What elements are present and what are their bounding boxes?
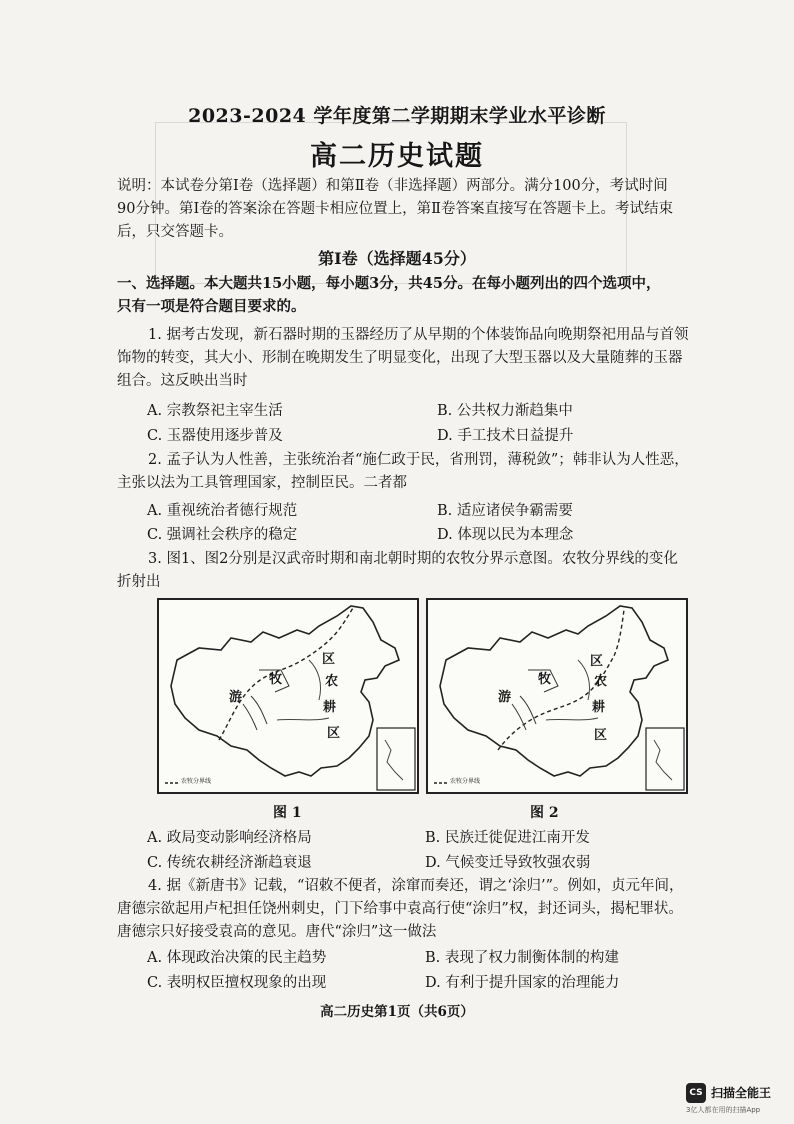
map-label: 农 (325, 674, 339, 689)
map-label: 游 (229, 690, 243, 705)
map-label: 耕 (323, 700, 337, 715)
question-1-option-d[interactable]: D. 手工技术日益提升 (437, 428, 574, 444)
question-1-option-a[interactable]: A. 宗教祭祀主宰生活 (147, 403, 283, 419)
exam-title: 2023-2024 学年度第二学期期末学业水平诊断 (188, 105, 606, 127)
question-1-stem: 组合。这反映出当时 (117, 373, 248, 389)
question-2-option-b[interactable]: B. 适应诸侯争霸需要 (437, 503, 573, 519)
question-4-stem: 4. 据《新唐书》记载，“诏敕不便者，涂窜而奏还，谓之‘涂归’”。例如，贞元年间， (148, 878, 684, 894)
question-1-stem: 1. 据考古发现，新石器时期的玉器经历了从早期的个体装饰品向晚期祭祀用品与首领 (148, 327, 689, 343)
map-label: 农 (594, 674, 608, 689)
map-label: 区 (590, 654, 604, 669)
section-title: 第Ⅰ卷（选择题45分） (318, 249, 476, 268)
watermark-tagline: 3亿人都在用的扫描App (686, 1106, 761, 1114)
figure-2-map (426, 598, 688, 794)
china-map-icon (159, 600, 417, 792)
map-label: 区 (322, 652, 336, 667)
question-3-option-c[interactable]: C. 传统农耕经济渐趋衰退 (147, 855, 312, 871)
question-2-option-a[interactable]: A. 重视统治者德行规范 (147, 503, 298, 519)
instructions-line: 后，只交答题卡。 (117, 224, 233, 240)
figure-1-map (157, 598, 419, 794)
question-1-option-c[interactable]: C. 玉器使用逐步普及 (147, 428, 283, 444)
question-3-option-b[interactable]: B. 民族迁徙促进江南开发 (425, 830, 590, 846)
exam-subtitle: 高二历史试题 (310, 141, 484, 172)
question-1-option-b[interactable]: B. 公共权力渐趋集中 (437, 403, 573, 419)
question-2-option-c[interactable]: C. 强调社会秩序的稳定 (147, 527, 298, 543)
question-1-stem: 饰物的转变，其大小、形制在晚期发生了明显变化，出现了大型玉器以及大量随葬的玉器 (117, 350, 683, 366)
map-label: 区 (327, 726, 341, 741)
page-footer: 高二历史第1页（共6页） (320, 1004, 474, 1020)
question-3-option-d[interactable]: D. 气候变迁导致牧强农弱 (425, 855, 591, 871)
section-intro-line: 只有一项是符合题目要求的。 (117, 298, 306, 315)
map-legend: 农牧分界线 (450, 778, 481, 785)
figure-2-caption: 图 2 (530, 805, 559, 821)
question-4-stem: 唐德宗只好接受袁高的意见。唐代“涂归”这一做法 (117, 924, 437, 940)
watermark-app-name: 扫描全能王 (711, 1086, 772, 1100)
question-2-option-d[interactable]: D. 体现以民为本理念 (437, 527, 574, 543)
map-legend: 农牧分界线 (181, 778, 212, 785)
question-2-stem: 主张以法为工具管理国家，控制臣民。二者都 (117, 475, 407, 491)
question-3-stem: 3. 图1、图2分别是汉武帝时期和南北朝时期的农牧分界示意图。农牧分界线的变化 (148, 551, 678, 567)
section-intro-line: 一、选择题。本大题共15小题，每小题3分，共45分。在每小题列出的四个选项中， (117, 275, 661, 292)
instructions-line: 说明：本试卷分第Ⅰ卷（选择题）和第Ⅱ卷（非选择题）两部分。满分100分，考试时间 (117, 178, 668, 194)
map-label: 区 (594, 728, 608, 743)
map-label: 游 (498, 690, 512, 705)
question-2-stem: 2. 孟子认为人性善，主张统治者“施仁政于民，省刑罚，薄税敛”；韩非认为人性恶， (148, 452, 689, 468)
camscanner-logo-icon: CS (686, 1083, 706, 1103)
question-4-option-a[interactable]: A. 体现政治决策的民主趋势 (147, 950, 327, 966)
question-4-option-b[interactable]: B. 表现了权力制衡体制的构建 (425, 950, 619, 966)
map-label: 牧 (538, 672, 552, 687)
question-4-stem: 唐德宗欲起用卢杞担任饶州刺史，门下给事中袁高行使“涂归”权，封还词头，揭杞罪状。 (117, 901, 683, 917)
map-label: 牧 (269, 672, 283, 687)
question-4-option-c[interactable]: C. 表明权臣擅权现象的出现 (147, 975, 327, 991)
instructions-line: 90分钟。第Ⅰ卷的答案涂在答题卡相应位置上，第Ⅱ卷答案直接写在答题卡上。考试结束 (117, 201, 674, 217)
figure-1-caption: 图 1 (273, 805, 302, 821)
china-map-icon (428, 600, 686, 792)
question-3-stem: 折射出 (117, 574, 161, 590)
question-4-option-d[interactable]: D. 有利于提升国家的治理能力 (425, 975, 620, 991)
question-3-option-a[interactable]: A. 政局变动影响经济格局 (147, 830, 312, 846)
map-label: 耕 (592, 700, 606, 715)
